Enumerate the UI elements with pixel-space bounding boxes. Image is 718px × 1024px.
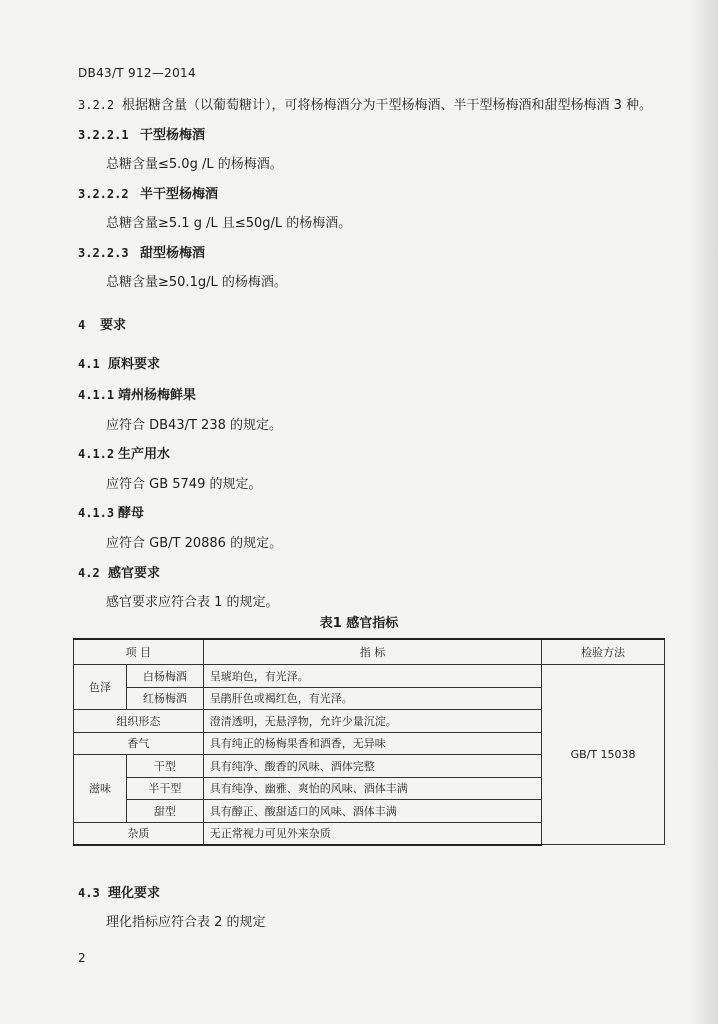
color-label: 色泽 — [74, 665, 127, 710]
semi-dry-label: 半干型 — [126, 777, 203, 800]
heading-number: 3.2.2.2 — [78, 187, 129, 201]
form-desc: 澄清透明，无悬浮物，允许少量沉淀。 — [203, 710, 541, 733]
paragraph-4-1-3: 应符合 GB/T 20886 的规定。 — [106, 536, 283, 551]
heading-title: 酵母 — [118, 506, 145, 521]
heading-number: 4.3 — [78, 886, 100, 900]
heading-title: 甜型杨梅酒 — [140, 246, 206, 261]
impurity-label: 杂质 — [74, 822, 204, 845]
heading-title: 半干型杨梅酒 — [140, 187, 219, 202]
heading-title: 要求 — [100, 318, 127, 333]
aroma-label: 香气 — [74, 732, 204, 755]
clause-number: 3.2.2 — [78, 98, 115, 112]
heading-4 — [78, 314, 126, 333]
standard-code-header: DB43/T 912—2014 — [78, 66, 196, 80]
heading-number: 3.2.2.1 — [78, 128, 129, 142]
sweet-label: 甜型 — [126, 800, 203, 823]
white-wine-label: 白杨梅酒 — [126, 665, 203, 688]
header-indicator: 指 标 — [203, 639, 541, 665]
method-cell: GB/T 15038 — [542, 665, 665, 845]
heading-3-2-2-3 — [78, 242, 205, 261]
heading-number: 3.2.2.3 — [78, 246, 129, 260]
heading-number: 4.2 — [78, 566, 100, 580]
heading-title: 理化要求 — [108, 886, 161, 901]
paragraph-3-2-2-2: 总糖含量≥5.1 g /L 且≤50g/L 的杨梅酒。 — [106, 216, 352, 231]
dry-desc: 具有纯净、酸香的风味、酒体完整 — [203, 755, 541, 778]
heading-4-2 — [78, 562, 160, 581]
sensory-indicators-table — [73, 638, 665, 846]
sweet-desc: 具有醇正、酸甜适口的风味、酒体丰满 — [203, 800, 541, 823]
heading-title: 干型杨梅酒 — [140, 128, 206, 143]
heading-title: 靖州杨梅鲜果 — [118, 388, 197, 403]
heading-number: 4.1.3 — [78, 506, 115, 520]
table-1-title: 表1 感官指标 — [319, 616, 399, 631]
heading-number: 4.1.1 — [78, 388, 115, 402]
heading-4-1-1 — [78, 384, 196, 403]
header-item: 项 目 — [74, 639, 204, 665]
paragraph-3-2-2-1: 总糖含量≤5.0g /L 的杨梅酒。 — [106, 157, 283, 172]
header-method: 检验方法 — [542, 639, 665, 665]
paragraph-4-1-1: 应符合 DB43/T 238 的规定。 — [106, 418, 283, 433]
page-number: 2 — [78, 951, 86, 965]
heading-3-2-2-2 — [78, 183, 218, 202]
clause-text: 根据糖含量（以葡萄糖计），可将杨梅酒分为干型杨梅酒、半干型杨梅酒和甜型杨梅酒 3 种。 — [122, 98, 653, 113]
heading-4-1-3 — [78, 502, 144, 521]
aroma-desc: 具有纯正的杨梅果香和酒香，无异味 — [203, 732, 541, 755]
red-wine-label: 红杨梅酒 — [126, 687, 203, 710]
paragraph-4-2: 感官要求应符合表 1 的规定。 — [106, 595, 279, 610]
impurity-desc: 无正常视力可见外来杂质 — [203, 822, 541, 845]
heading-4-1 — [78, 353, 160, 372]
table-header-row — [74, 639, 665, 665]
heading-4-3 — [78, 882, 160, 901]
paragraph-3-2-2-3: 总糖含量≥50.1g/L 的杨梅酒。 — [106, 275, 287, 290]
white-wine-desc: 呈琥珀色，有光泽。 — [203, 665, 541, 688]
red-wine-desc: 呈鹃肝色或褐红色，有光泽。 — [203, 687, 541, 710]
heading-title: 原料要求 — [108, 357, 161, 372]
paragraph-4-3: 理化指标应符合表 2 的规定 — [106, 915, 266, 930]
heading-4-1-2 — [78, 443, 170, 462]
paragraph-4-1-2: 应符合 GB 5749 的规定。 — [106, 477, 262, 492]
heading-title: 生产用水 — [118, 447, 171, 462]
taste-label: 滋味 — [74, 755, 127, 823]
heading-3-2-2-1 — [78, 124, 205, 143]
clause-3-2-2 — [78, 94, 652, 113]
heading-title: 感官要求 — [108, 566, 161, 581]
heading-number: 4 — [78, 318, 86, 332]
form-label: 组织形态 — [74, 710, 204, 733]
semi-dry-desc: 具有纯净、幽雅、爽怡的风味、酒体丰满 — [203, 777, 541, 800]
heading-number: 4.1.2 — [78, 447, 115, 461]
dry-label: 干型 — [126, 755, 203, 778]
page-edge-shadow — [688, 0, 718, 1024]
heading-number: 4.1 — [78, 357, 100, 371]
table-row — [74, 665, 665, 688]
